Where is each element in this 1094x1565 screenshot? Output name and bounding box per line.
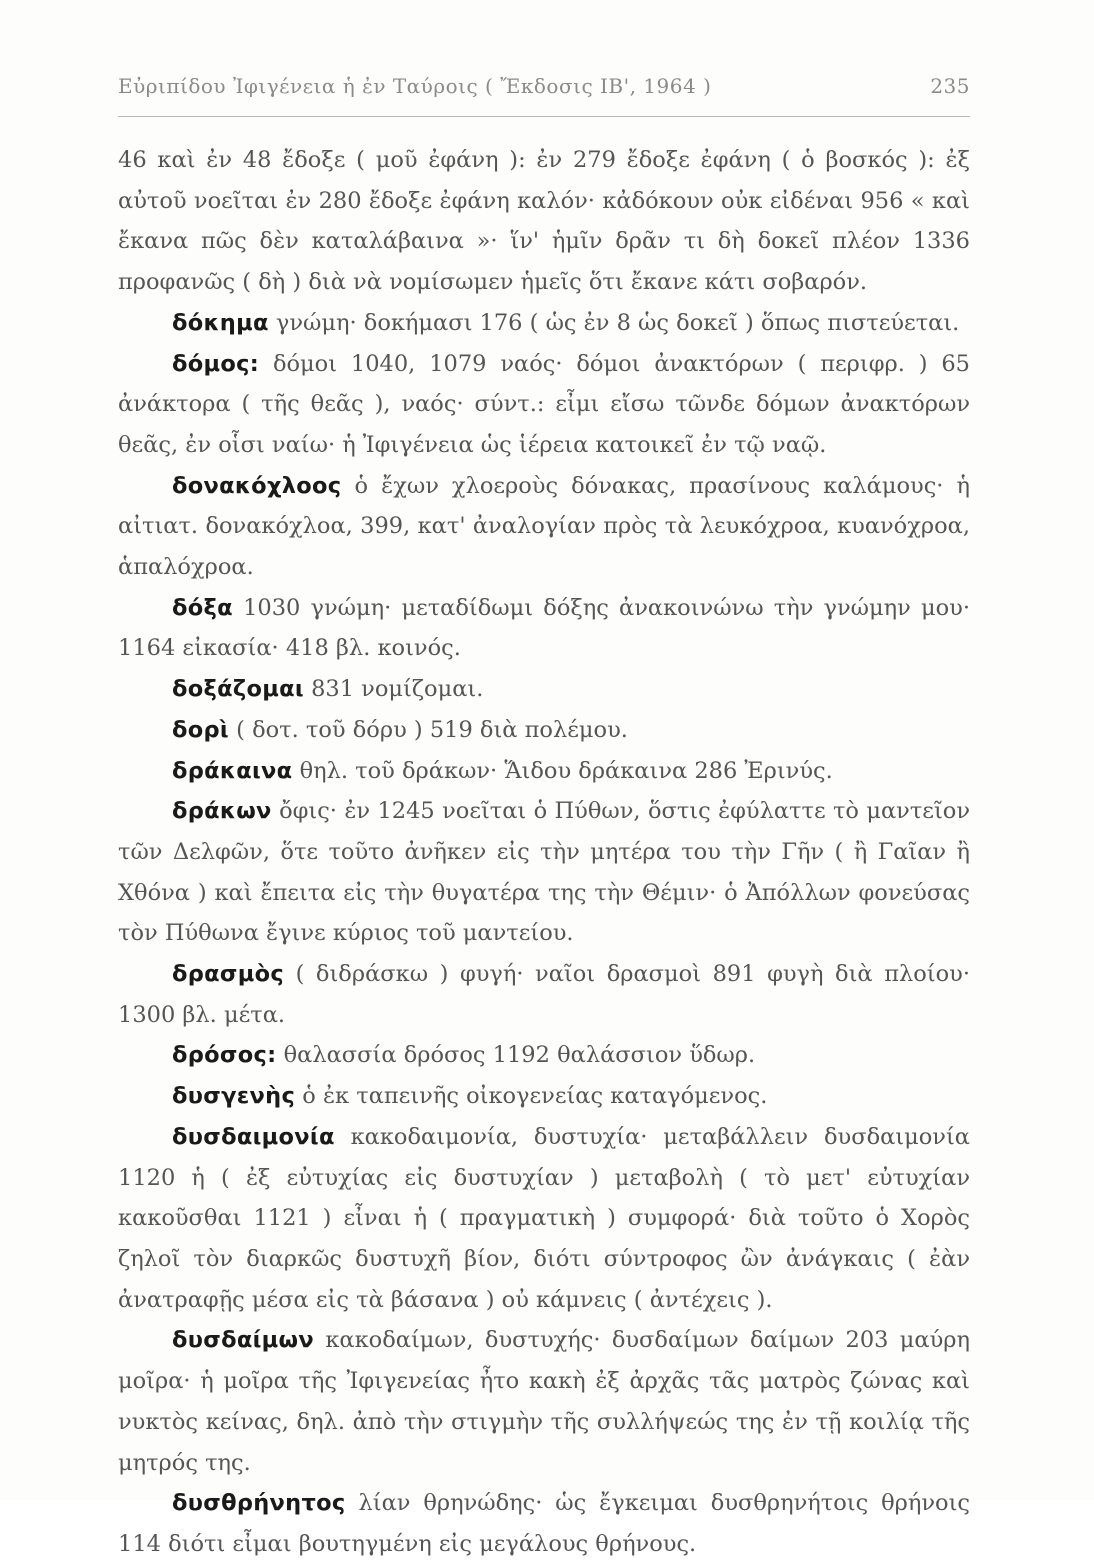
glossary-entry: [118, 344, 970, 466]
entry-text: θαλασσία δρόσος 1192 θαλάσσιον ὕδωρ.: [283, 1042, 756, 1069]
entry-lemma: δυσγενὴς: [172, 1083, 296, 1110]
entry-lemma: δυσθρήνητος: [172, 1490, 346, 1517]
entry-lemma: δόκημα: [172, 309, 269, 336]
entry-text: δόμοι 1040, 1079 ναός· δόμοι ἀνακτόρων ( περιφρ. ) 65 ἀνάκτορα ( τῆς θεᾶς ), ναός· σύντ.: εἶμι εἴσω τῶνδε δόμων ἀνακτόρων θεᾶς, ἐν οἷσι ναίω· ἡ Ἰφιγένεια ὡς ἱέρεια κατοικεῖ ἐν τῷ ναῷ.: [118, 350, 970, 458]
entry-text: κακοδαιμονία, δυστυχία· μεταβάλλειν δυσδαιμονία 1120 ἡ ( ἐξ εὐτυχίας εἰς δυστυχίαν ) μεταβολὴ ( τὸ μετ' εὐτυχίαν κακοῦσθαι 1121 ) εἶναι ἡ ( πραγματικὴ ) συμφορά· διὰ τοῦτο ὁ Χορὸς ζηλοῖ τὸν διαρκῶς δυστυχῆ βίον, διότι σύντροφος ὢν ἀνάγκαις ( ἐὰν ἀνατραφῇς μέσα εἰς τὰ βάσανα ) οὐ κάμνεις ( ἀντέχεις ).: [118, 1123, 970, 1313]
glossary-body: [118, 140, 970, 1565]
entry-text: 46 καὶ ἐν 48 ἔδοξε ( μοῦ ἐφάνη ): ἐν 279 ἔδοξε ἐφάνη ( ὁ βοσκός ): ἐξ αὐτοῦ νοεῖται ἐν 280 ἔδοξε ἐφάνη καλόν· κἀδόκουν οὐκ εἰδέναι 956 « καὶ ἔκανα πῶς δὲν καταλάβαινα »· ἵν' ἡμῖν δρᾶν τι δὴ δοκεῖ πλέον 1336 προφανῶς ( δὴ ) διὰ νὰ νομίσωμεν ἡμεῖς ὅτι ἔκανε κάτι σοβαρόν.: [118, 147, 970, 296]
entry-lemma: δοξάζομαι: [172, 676, 304, 703]
entry-text: λίαν θρηνώδης· ὡς ἔγκειμαι δυσθρηνήτοις θρήνοις 114 διότι εἶμαι βουτηγμένη εἰς μεγάλους θρήνους.: [118, 1490, 970, 1557]
entry-lemma: δρασμὸς: [172, 961, 284, 988]
glossary-entry: [118, 466, 970, 588]
glossary-entry: [118, 1320, 970, 1483]
glossary-entry: [118, 303, 970, 344]
running-head: [118, 68, 970, 108]
glossary-entry: [118, 669, 970, 710]
entry-lemma: δρόσος:: [172, 1042, 277, 1069]
entry-lemma: δόξα: [172, 594, 233, 621]
glossary-entry: [118, 1483, 970, 1564]
glossary-entry: [118, 1076, 970, 1117]
entry-lemma: δυσδαίμων: [172, 1327, 314, 1354]
entry-text: ὁ ἐκ ταπεινῆς οἰκογενείας καταγόμενος.: [302, 1083, 768, 1110]
header-rule: [118, 116, 970, 117]
entry-text: θηλ. τοῦ δράκων· Ἅιδου δράκαινα 286 Ἐρινύς.: [299, 757, 833, 784]
entry-lemma: δονακόχλοος: [172, 472, 342, 499]
glossary-entry: [118, 1035, 970, 1076]
entry-text: ( δοτ. τοῦ δόρυ ) 519 διὰ πολέμου.: [236, 716, 628, 743]
glossary-entry-continuation: [118, 140, 970, 303]
glossary-entry: [118, 751, 970, 792]
entry-lemma: δράκαινα: [172, 757, 293, 784]
entry-text: γνώμη· δοκήμασι 176 ( ὡς ἐν 8 ὡς δοκεῖ ) ὅπως πιστεύεται.: [275, 309, 960, 336]
glossary-entry: [118, 1117, 970, 1321]
entry-lemma: δράκων: [172, 798, 272, 825]
page-number: 235: [930, 74, 970, 98]
glossary-entry: [118, 710, 970, 751]
entry-lemma: δόμος:: [172, 350, 260, 377]
entry-text: ὄφις· ἐν 1245 νοεῖται ὁ Πύθων, ὅστις ἐφύλαττε τὸ μαντεῖον τῶν Δελφῶν, ὅτε τοῦτο ἀνῆκεν εἰς τὴν μητέρα του τὴν Γῆν ( ἢ Γαῖαν ἢ Χθόνα ) καὶ ἔπειτα εἰς τὴν θυγατέρα της τὴν Θέμιν· ὁ Ἀπόλλων φονεύσας τὸν Πύθωνα ἔγινε κύριος τοῦ μαντείου.: [118, 798, 970, 947]
entry-text: ὁ ἔχων χλοεροὺς δόνακας, πρασίνους καλάμους· ἡ αἰτιατ. δονακόχλοα, 399, κατ' ἀναλογίαν πρὸς τὰ λευκόχροα, κυανόχροα, ἁπαλόχροα.: [118, 472, 970, 581]
entry-text: 1030 γνώμη· μεταδίδωμι δόξης ἀνακοινώνω τὴν γνώμην μου· 1164 εἰκασία· 418 βλ. κοινός.: [118, 594, 971, 662]
entry-lemma: δορὶ: [172, 716, 229, 743]
entry-lemma: δυσδαιμονία: [172, 1123, 335, 1150]
glossary-entry: [118, 954, 970, 1035]
glossary-entry: [118, 791, 970, 954]
entry-text: κακοδαίμων, δυστυχής· δυσδαίμων δαίμων 203 μαύρη μοῖρα· ἡ μοῖρα τῆς Ἰφιγενείας ἦτο κακὴ ἐξ ἀρχᾶς τᾶς ματρὸς ζώνας καὶ νυκτὸς κείνας, δηλ. ἀπὸ τὴν στιγμὴν τῆς συλλήψεώς της ἐν τῇ κοιλίᾳ τῆς μητρός της.: [118, 1327, 970, 1476]
entry-text: 831 νομίζομαι.: [311, 676, 484, 703]
running-title: Εὐριπίδου Ἰφιγένεια ἡ ἐν Ταύροις ( Ἔκδοσις ΙΒ', 1964 ): [118, 74, 712, 98]
entry-text: ( διδράσκω ) φυγή· ναῖοι δρασμοὶ 891 φυγὴ διὰ πλοίου· 1300 βλ. μέτα.: [118, 961, 970, 1028]
glossary-entry: [118, 588, 970, 669]
